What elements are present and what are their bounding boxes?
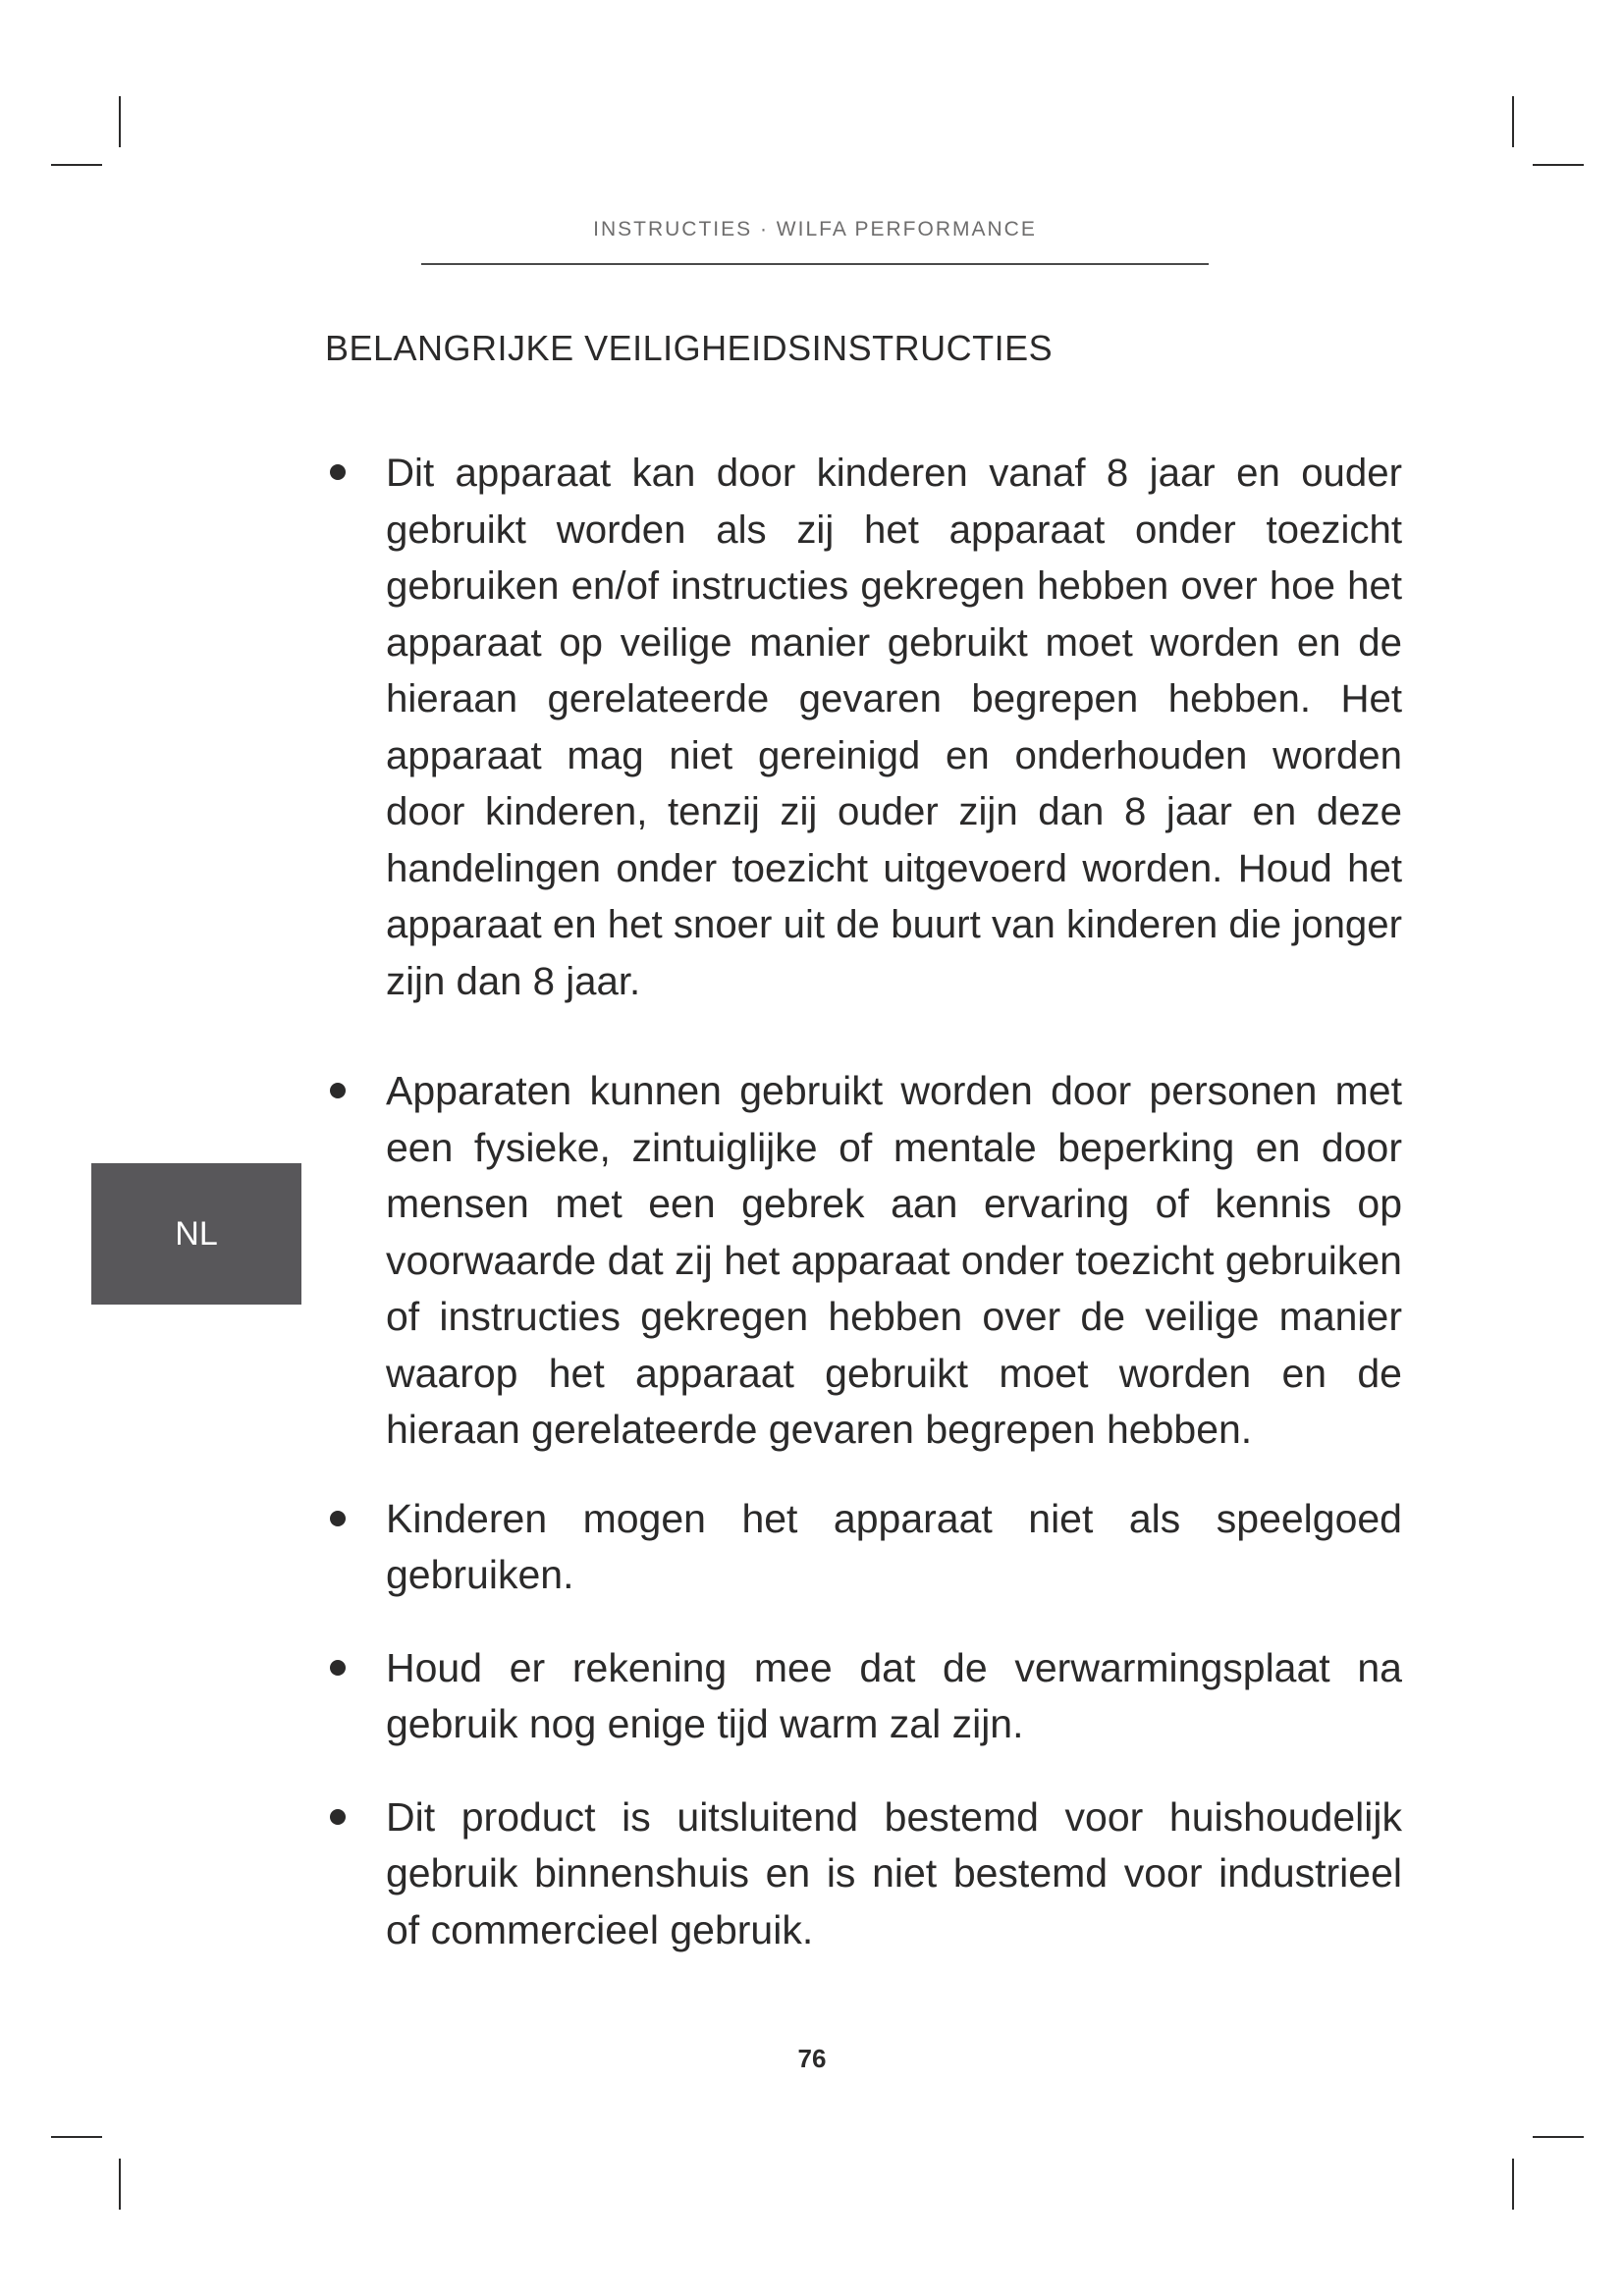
crop-mark-bottom-left-vertical [119, 2159, 121, 2210]
crop-mark-bottom-right-horizontal [1533, 2136, 1584, 2138]
bullet-icon [330, 1809, 346, 1825]
list-item [327, 1640, 1402, 1753]
section-heading: BELANGRIJKE VEILIGHEIDSINSTRUCTIES [325, 328, 1054, 368]
running-header: INSTRUCTIES · WILFA PERFORMANCE [593, 218, 1037, 240]
list-item-text: Dit product is uitsluitend bestemd voor huishoudelijk gebruik binnenshuis en is niet bestemd voor industrieel of commercieel gebruik. [386, 1793, 1402, 1952]
list-item-text: Houd er rekening mee dat de verwarmingsplaat na gebruik nog enige tijd warm zal zijn. [386, 1644, 1402, 1746]
list-item-text: Kinderen mogen het apparaat niet als speelgoed gebruiken. [386, 1495, 1402, 1597]
crop-mark-top-left-vertical [119, 96, 121, 147]
list-item [327, 1789, 1402, 1959]
list-item [327, 445, 1402, 1009]
bullet-icon [330, 1660, 346, 1676]
bullet-icon [330, 1083, 346, 1098]
list-item-text: Apparaten kunnen gebruikt worden door personen met een fysieke, zintuiglijke of mentale beperking en door mensen met een gebrek aan ervaring of kennis op voorwaarde dat zij het apparaat onder toezicht gebruiken of instructies gekregen hebben over de veilige manier waarop het apparaat gebruikt moet worden en de hieraan gerelateerde gevaren begrepen hebben. [386, 1068, 1402, 1452]
language-tab-label: NL [175, 1214, 218, 1253]
crop-mark-bottom-right-vertical [1512, 2159, 1514, 2210]
crop-mark-top-right-vertical [1512, 96, 1514, 147]
page-number: 76 [797, 2044, 827, 2073]
safety-instructions-list [327, 445, 1402, 1958]
crop-mark-top-left-horizontal [51, 164, 102, 166]
bullet-icon [330, 1511, 346, 1526]
language-tab [91, 1163, 301, 1305]
list-item [327, 1063, 1402, 1459]
crop-mark-top-right-horizontal [1533, 164, 1584, 166]
bullet-icon [330, 464, 346, 480]
list-item [327, 1491, 1402, 1604]
crop-mark-bottom-left-horizontal [51, 2136, 102, 2138]
header-divider [421, 263, 1209, 265]
list-item-text: Dit apparaat kan door kinderen vanaf 8 jaar en ouder gebruikt worden als zij het apparaat onder toezicht gebruiken en/of instructies gekregen hebben over hoe het apparaat op veilige manier gebruikt moet worden en de hieraan gerelateerde gevaren begrepen hebben. Het apparaat mag niet gereinigd en onderhouden worden door kinderen, tenzij zij ouder zijn dan 8 jaar en deze handelingen onder toezicht uitgevoerd worden. Houd het apparaat en het snoer uit de buurt van kinderen die jonger zijn dan 8 jaar. [386, 451, 1402, 1003]
